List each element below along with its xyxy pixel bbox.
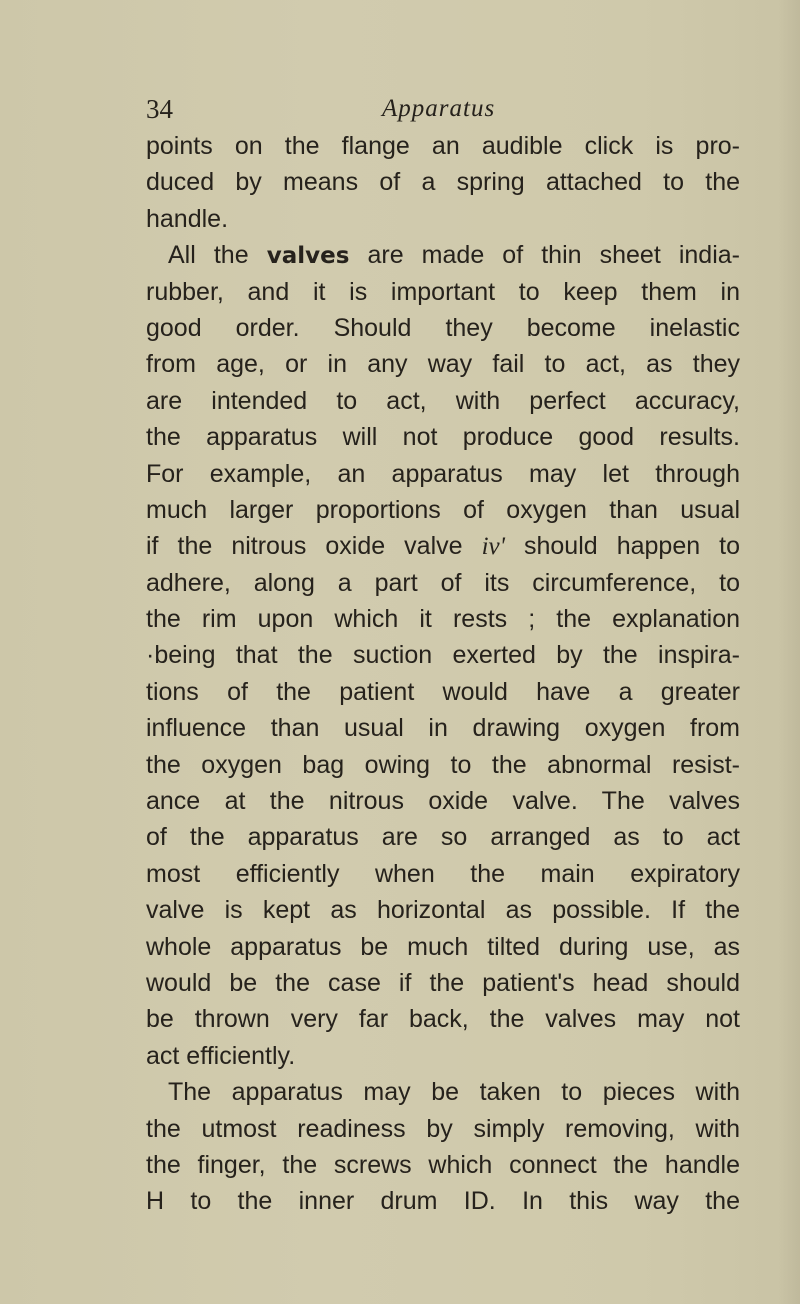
text-line: ance at the nitrous oxide valve. The valves xyxy=(146,787,740,816)
text-line: influence than usual in drawing oxygen from xyxy=(146,714,740,743)
text-line: from age, or in any way fail to act, as they xyxy=(146,350,740,379)
text-line: valve is kept as horizontal as possible. If the xyxy=(146,896,740,925)
emphasis-valves: valves xyxy=(266,243,350,270)
text-line: handle. xyxy=(146,204,229,233)
text-line: For example, an apparatus may let through xyxy=(146,459,740,488)
text-line: tions of the patient would have a greater xyxy=(146,677,740,706)
text-line: the rim upon which it rests ; the explanation xyxy=(146,605,740,634)
text-line: duced by means of a spring attached to the xyxy=(146,168,740,197)
page-number: 34 xyxy=(146,94,173,124)
text-line: adhere, along a part of its circumference, to xyxy=(146,568,740,597)
body-text xyxy=(146,128,740,1220)
text-line: the utmost readiness by simply removing, with xyxy=(146,1114,740,1143)
text-line: would be the case if the patient's head should xyxy=(146,968,740,997)
text-line: be thrown very far back, the valves may not xyxy=(146,1005,740,1034)
text-line: the oxygen bag owing to the abnormal resist- xyxy=(146,750,740,779)
text-line: The apparatus may be taken to pieces with xyxy=(168,1078,740,1107)
running-head: Apparatus xyxy=(382,95,496,122)
text-line: whole apparatus be much tilted during use, as xyxy=(146,932,740,961)
text-line: if the nitrous oxide valve iv' should happen to xyxy=(146,532,740,561)
text-line: the apparatus will not produce good results. xyxy=(146,423,740,452)
text-line: are intended to act, with perfect accuracy, xyxy=(146,386,740,415)
text-line: of the apparatus are so arranged as to act xyxy=(146,823,740,852)
text-line: ·being that the suction exerted by the inspira- xyxy=(146,641,740,670)
text-line: H to the inner drum ID. In this way the xyxy=(146,1187,740,1216)
page-header xyxy=(146,92,726,126)
text-line: most efficiently when the main expiratory xyxy=(146,859,740,888)
page-edge-shadow xyxy=(778,0,800,1304)
text-line: good order. Should they become inelastic xyxy=(146,313,740,342)
text-line: much larger proportions of oxygen than usual xyxy=(146,495,740,524)
text-line: points on the flange an audible click is pro- xyxy=(146,132,740,160)
text-line: rubber, and it is important to keep them in xyxy=(146,277,740,306)
text-line: All the valves are made of thin sheet india- xyxy=(168,241,740,270)
text-line: act efficiently. xyxy=(146,1041,296,1070)
text-line: the finger, the screws which connect the handle xyxy=(146,1150,740,1179)
emphasis-valve-label: iv' xyxy=(481,533,505,561)
